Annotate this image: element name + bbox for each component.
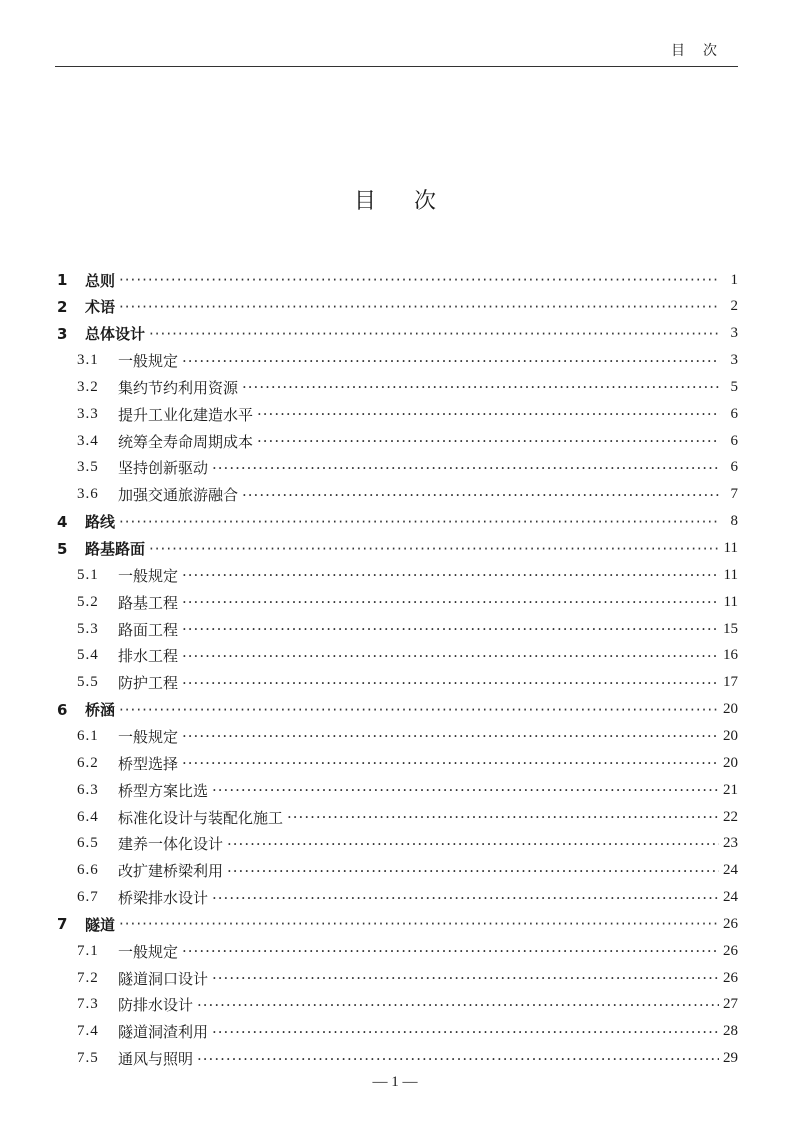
dot-leader bbox=[182, 566, 720, 584]
running-head: 目次 bbox=[671, 43, 735, 59]
entry-title: 一般规定 bbox=[118, 352, 179, 371]
entry-title: 桥梁排水设计 bbox=[118, 889, 209, 908]
entry-number: 2 bbox=[57, 297, 68, 316]
entry-title: 路线 bbox=[85, 513, 116, 532]
entry-number: 5.1 bbox=[77, 566, 99, 583]
toc-section-entry[interactable] bbox=[57, 563, 738, 587]
entry-page: 26 bbox=[723, 942, 738, 959]
dot-leader bbox=[182, 942, 719, 960]
dot-leader bbox=[242, 486, 720, 504]
dot-leader bbox=[212, 1023, 719, 1041]
entry-title: 排水工程 bbox=[118, 647, 179, 666]
dot-leader bbox=[149, 540, 720, 558]
entry-number: 3.2 bbox=[77, 378, 99, 395]
entry-page: 23 bbox=[723, 835, 738, 852]
toc-chapter-entry[interactable] bbox=[57, 295, 738, 319]
toc-chapter-entry[interactable] bbox=[57, 537, 738, 561]
toc-chapter-entry[interactable] bbox=[57, 912, 738, 936]
dot-leader bbox=[197, 1050, 719, 1068]
entry-page: 11 bbox=[723, 593, 738, 610]
entry-page: 11 bbox=[723, 540, 738, 556]
entry-title: 总体设计 bbox=[85, 325, 146, 344]
dot-leader bbox=[119, 513, 720, 531]
entry-title: 坚持创新驱动 bbox=[118, 459, 209, 478]
entry-number: 3.6 bbox=[77, 486, 99, 503]
dot-leader bbox=[182, 754, 719, 772]
entry-title: 桥型方案比选 bbox=[118, 781, 209, 800]
toc-section-entry[interactable] bbox=[57, 939, 738, 963]
toc-section-entry[interactable] bbox=[57, 402, 738, 426]
entry-title: 提升工业化建造水平 bbox=[118, 405, 254, 424]
page-title: 目次 bbox=[353, 189, 474, 214]
page-number-footer: — 1 — bbox=[372, 1074, 418, 1090]
entry-number: 3.1 bbox=[77, 352, 99, 369]
entry-title: 隧道 bbox=[85, 915, 116, 934]
entry-page: 22 bbox=[723, 808, 738, 825]
entry-title: 集约节约利用资源 bbox=[118, 378, 239, 397]
entry-number: 5 bbox=[57, 539, 68, 558]
entry-number: 7.1 bbox=[77, 942, 99, 959]
entry-title: 一般规定 bbox=[118, 727, 179, 746]
entry-number: 5.4 bbox=[77, 647, 99, 664]
entry-number: 6.6 bbox=[77, 862, 99, 879]
entry-number: 6.1 bbox=[77, 727, 99, 744]
dot-leader bbox=[182, 727, 719, 745]
entry-number: 3 bbox=[57, 324, 68, 343]
toc-section-entry[interactable] bbox=[57, 751, 738, 775]
entry-page: 20 bbox=[723, 754, 738, 771]
entry-page: 11 bbox=[723, 566, 738, 583]
entry-title: 防护工程 bbox=[118, 674, 179, 693]
entry-number: 6.5 bbox=[77, 835, 99, 852]
toc-section-entry[interactable] bbox=[57, 966, 738, 990]
entry-title: 防排水设计 bbox=[118, 996, 194, 1015]
entry-page: 20 bbox=[723, 727, 738, 744]
entry-page: 27 bbox=[723, 996, 738, 1013]
entry-title: 路基工程 bbox=[118, 593, 179, 612]
toc-chapter-entry[interactable] bbox=[57, 322, 738, 346]
dot-leader bbox=[182, 674, 719, 692]
dot-leader bbox=[287, 808, 719, 826]
entry-page: 8 bbox=[730, 513, 738, 530]
entry-number: 7 bbox=[57, 915, 68, 934]
entry-number: 6 bbox=[57, 700, 68, 719]
entry-number: 7.2 bbox=[77, 969, 99, 986]
dot-leader bbox=[227, 862, 719, 880]
entry-title: 统筹全寿命周期成本 bbox=[118, 432, 254, 451]
dot-leader bbox=[212, 889, 719, 907]
toc-section-entry[interactable] bbox=[57, 349, 738, 373]
entry-number: 5.2 bbox=[77, 593, 99, 610]
header-rule bbox=[55, 66, 738, 67]
entry-number: 7.3 bbox=[77, 996, 99, 1013]
entry-title: 总则 bbox=[85, 271, 116, 290]
toc-chapter-entry[interactable] bbox=[57, 510, 738, 534]
toc-section-entry[interactable] bbox=[57, 375, 738, 399]
toc-chapter-entry[interactable] bbox=[57, 698, 738, 722]
entry-page: 6 bbox=[730, 405, 738, 422]
dot-leader bbox=[182, 620, 719, 638]
dot-leader bbox=[182, 352, 720, 370]
entry-page: 5 bbox=[730, 378, 738, 395]
entry-page: 28 bbox=[723, 1023, 738, 1040]
entry-page: 29 bbox=[723, 1050, 738, 1067]
entry-title: 隧道洞口设计 bbox=[118, 969, 209, 988]
toc-section-entry[interactable] bbox=[57, 886, 738, 910]
entry-title: 术语 bbox=[85, 298, 116, 317]
entry-number: 3.3 bbox=[77, 405, 99, 422]
entry-title: 一般规定 bbox=[118, 942, 179, 961]
entry-number: 6.3 bbox=[77, 781, 99, 798]
toc-section-entry[interactable] bbox=[57, 993, 738, 1017]
toc-section-entry[interactable] bbox=[57, 671, 738, 695]
dot-leader bbox=[257, 405, 720, 423]
entry-page: 17 bbox=[723, 674, 738, 691]
entry-page: 1 bbox=[730, 271, 738, 288]
entry-page: 26 bbox=[723, 915, 738, 932]
entry-page: 24 bbox=[723, 862, 738, 879]
toc-section-entry[interactable] bbox=[57, 1047, 738, 1071]
entry-number: 6.4 bbox=[77, 808, 99, 825]
dot-leader bbox=[182, 647, 719, 665]
entry-number: 1 bbox=[57, 271, 68, 289]
toc-section-entry[interactable] bbox=[57, 456, 738, 480]
toc-section-entry[interactable] bbox=[57, 1020, 738, 1044]
entry-title: 改扩建桥梁利用 bbox=[118, 862, 224, 881]
entry-title: 通风与照明 bbox=[118, 1050, 194, 1069]
dot-leader bbox=[212, 459, 720, 477]
entry-page: 24 bbox=[723, 889, 738, 906]
dot-leader bbox=[257, 432, 720, 450]
dot-leader bbox=[182, 593, 720, 611]
entry-page: 3 bbox=[730, 352, 738, 369]
entry-page: 6 bbox=[730, 459, 738, 476]
entry-page: 20 bbox=[723, 701, 738, 718]
entry-title: 一般规定 bbox=[118, 566, 179, 585]
entry-number: 5.3 bbox=[77, 620, 99, 637]
entry-title: 桥型选择 bbox=[118, 754, 179, 773]
entry-page: 7 bbox=[730, 486, 738, 503]
dot-leader bbox=[119, 915, 719, 933]
entry-number: 3.4 bbox=[77, 432, 99, 449]
entry-title: 建养一体化设计 bbox=[118, 835, 224, 854]
entry-title: 路面工程 bbox=[118, 620, 179, 639]
entry-page: 6 bbox=[730, 432, 738, 449]
entry-number: 4 bbox=[57, 512, 68, 531]
entry-number: 7.4 bbox=[77, 1023, 99, 1040]
entry-title: 加强交通旅游融合 bbox=[118, 486, 239, 505]
entry-page: 3 bbox=[730, 325, 738, 342]
toc-section-entry[interactable] bbox=[57, 429, 738, 453]
dot-leader bbox=[227, 835, 719, 853]
entry-number: 7.5 bbox=[77, 1050, 99, 1067]
toc-section-entry[interactable] bbox=[57, 832, 738, 856]
entry-number: 5.5 bbox=[77, 674, 99, 691]
entry-number: 6.2 bbox=[77, 754, 99, 771]
entry-page: 2 bbox=[730, 298, 738, 315]
toc-section-entry[interactable] bbox=[57, 644, 738, 668]
dot-leader bbox=[242, 378, 720, 396]
entry-title: 路基路面 bbox=[85, 540, 146, 558]
dot-leader bbox=[212, 969, 719, 987]
entry-number: 3.5 bbox=[77, 459, 99, 476]
toc-section-entry[interactable] bbox=[57, 617, 738, 641]
dot-leader bbox=[197, 996, 719, 1014]
dot-leader bbox=[119, 701, 719, 719]
toc-section-entry[interactable] bbox=[57, 724, 738, 748]
toc-section-entry[interactable] bbox=[57, 778, 738, 802]
dot-leader bbox=[119, 271, 720, 289]
entry-number: 6.7 bbox=[77, 889, 99, 906]
entry-page: 26 bbox=[723, 969, 738, 986]
toc-section-entry[interactable] bbox=[57, 483, 738, 507]
toc-section-entry[interactable] bbox=[57, 805, 738, 829]
entry-title: 标准化设计与装配化施工 bbox=[118, 808, 284, 827]
entry-page: 15 bbox=[723, 620, 738, 637]
entry-title: 隧道洞渣利用 bbox=[118, 1023, 209, 1042]
dot-leader bbox=[119, 298, 720, 316]
entry-page: 21 bbox=[723, 781, 738, 798]
dot-leader bbox=[212, 781, 719, 799]
toc-chapter-entry[interactable] bbox=[57, 268, 738, 292]
entry-page: 16 bbox=[723, 647, 738, 664]
entry-title: 桥涵 bbox=[85, 701, 116, 720]
toc-section-entry[interactable] bbox=[57, 859, 738, 883]
toc-section-entry[interactable] bbox=[57, 590, 738, 614]
dot-leader bbox=[149, 325, 720, 343]
